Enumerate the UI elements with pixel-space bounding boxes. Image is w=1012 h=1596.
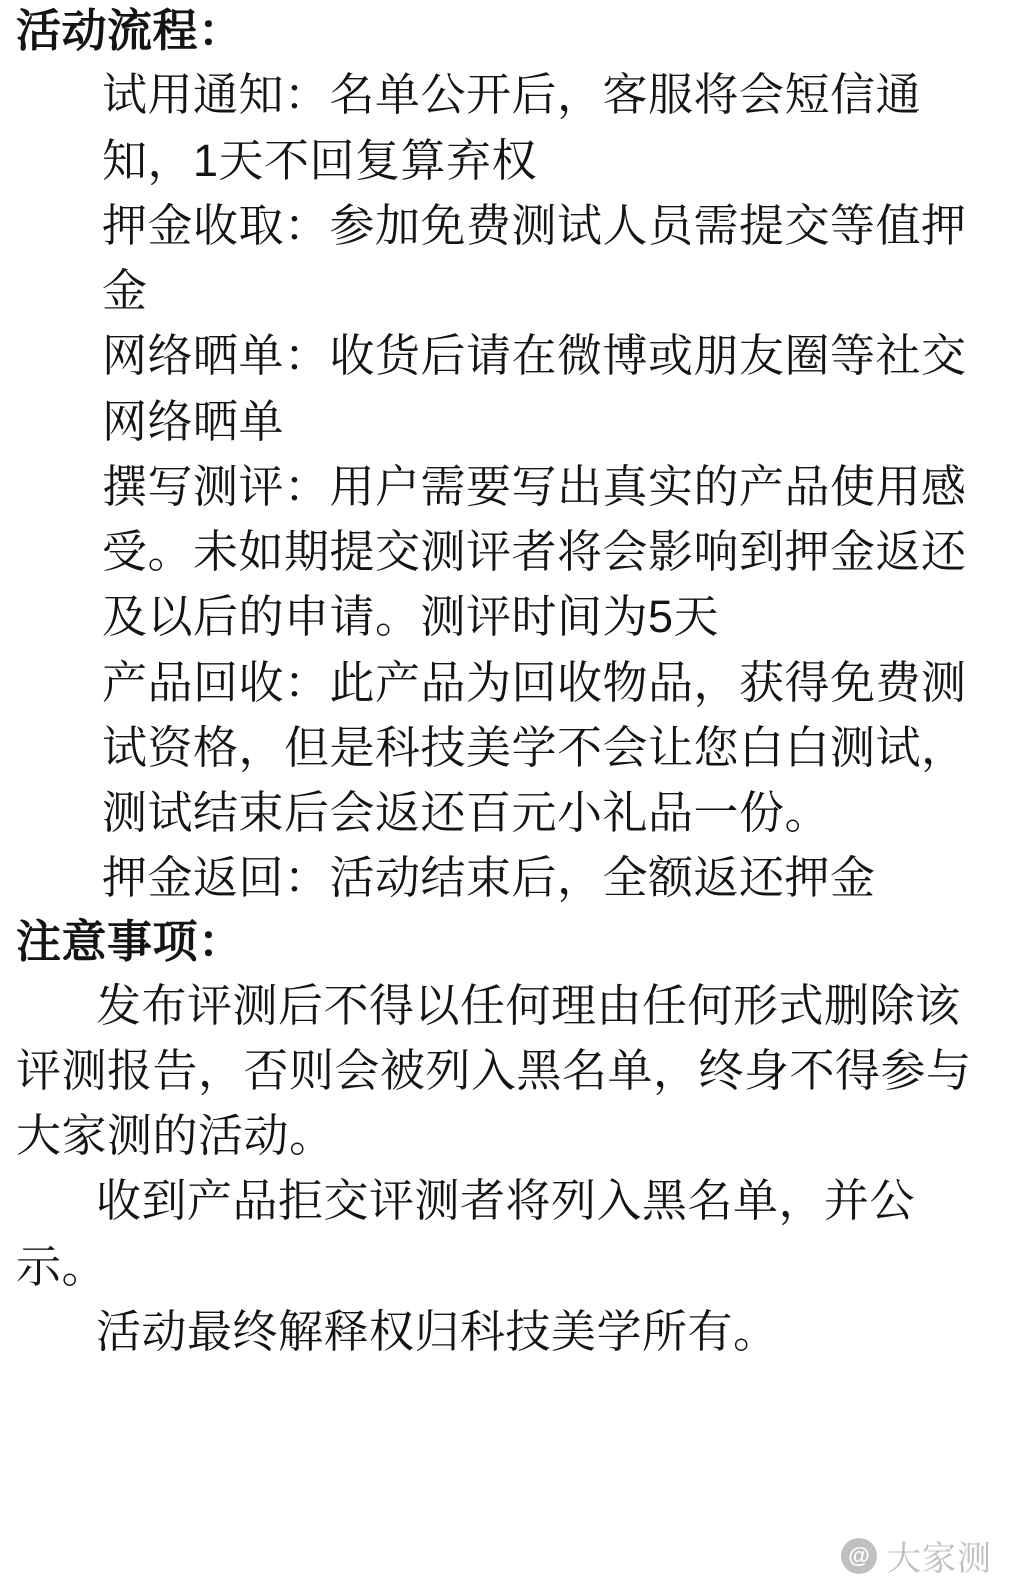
activity-flow-section xyxy=(16,6,994,911)
notice-item: 活动最终解释权归科技美学所有。 xyxy=(96,1305,779,1357)
activity-flow-item: 试用通知：名单公开后，客服将会短信通知，1天不回复算弃权 xyxy=(102,69,922,186)
notice-section xyxy=(16,915,994,1365)
watermark xyxy=(841,1531,992,1580)
notice-heading: 注意事项： xyxy=(16,915,244,967)
activity-flow-heading: 活动流程： xyxy=(16,5,244,56)
activity-flow-item: 产品回收：此产品为回收物品，获得免费测试资格，但是科技美学不会让您白白测试，测试结束后会返还百元小礼品一份。 xyxy=(102,656,967,839)
watermark-label: 大家测 xyxy=(887,1540,992,1578)
notice-item: 收到产品拒交评测者将列入黑名单，并公示。 xyxy=(16,1175,916,1292)
weibo-icon: @ xyxy=(841,1538,877,1574)
activity-flow-item: 押金返回：活动结束后，全额返还押金 xyxy=(102,852,876,904)
activity-flow-item: 网络晒单：收货后请在微博或朋友圈等社交网络晒单 xyxy=(102,330,967,447)
activity-flow-item: 撰写测评：用户需要写出真实的产品使用感受。未如期提交测评者将会影响到押金返还及以后的申请。测评时间为5天 xyxy=(102,460,967,643)
notice-item: 发布评测后不得以任何理由任何形式删除该评测报告，否则会被列入黑名单，终身不得参与大家测的活动。 xyxy=(16,979,972,1162)
activity-flow-item: 押金收取：参加免费测试人员需提交等值押金 xyxy=(102,199,967,317)
